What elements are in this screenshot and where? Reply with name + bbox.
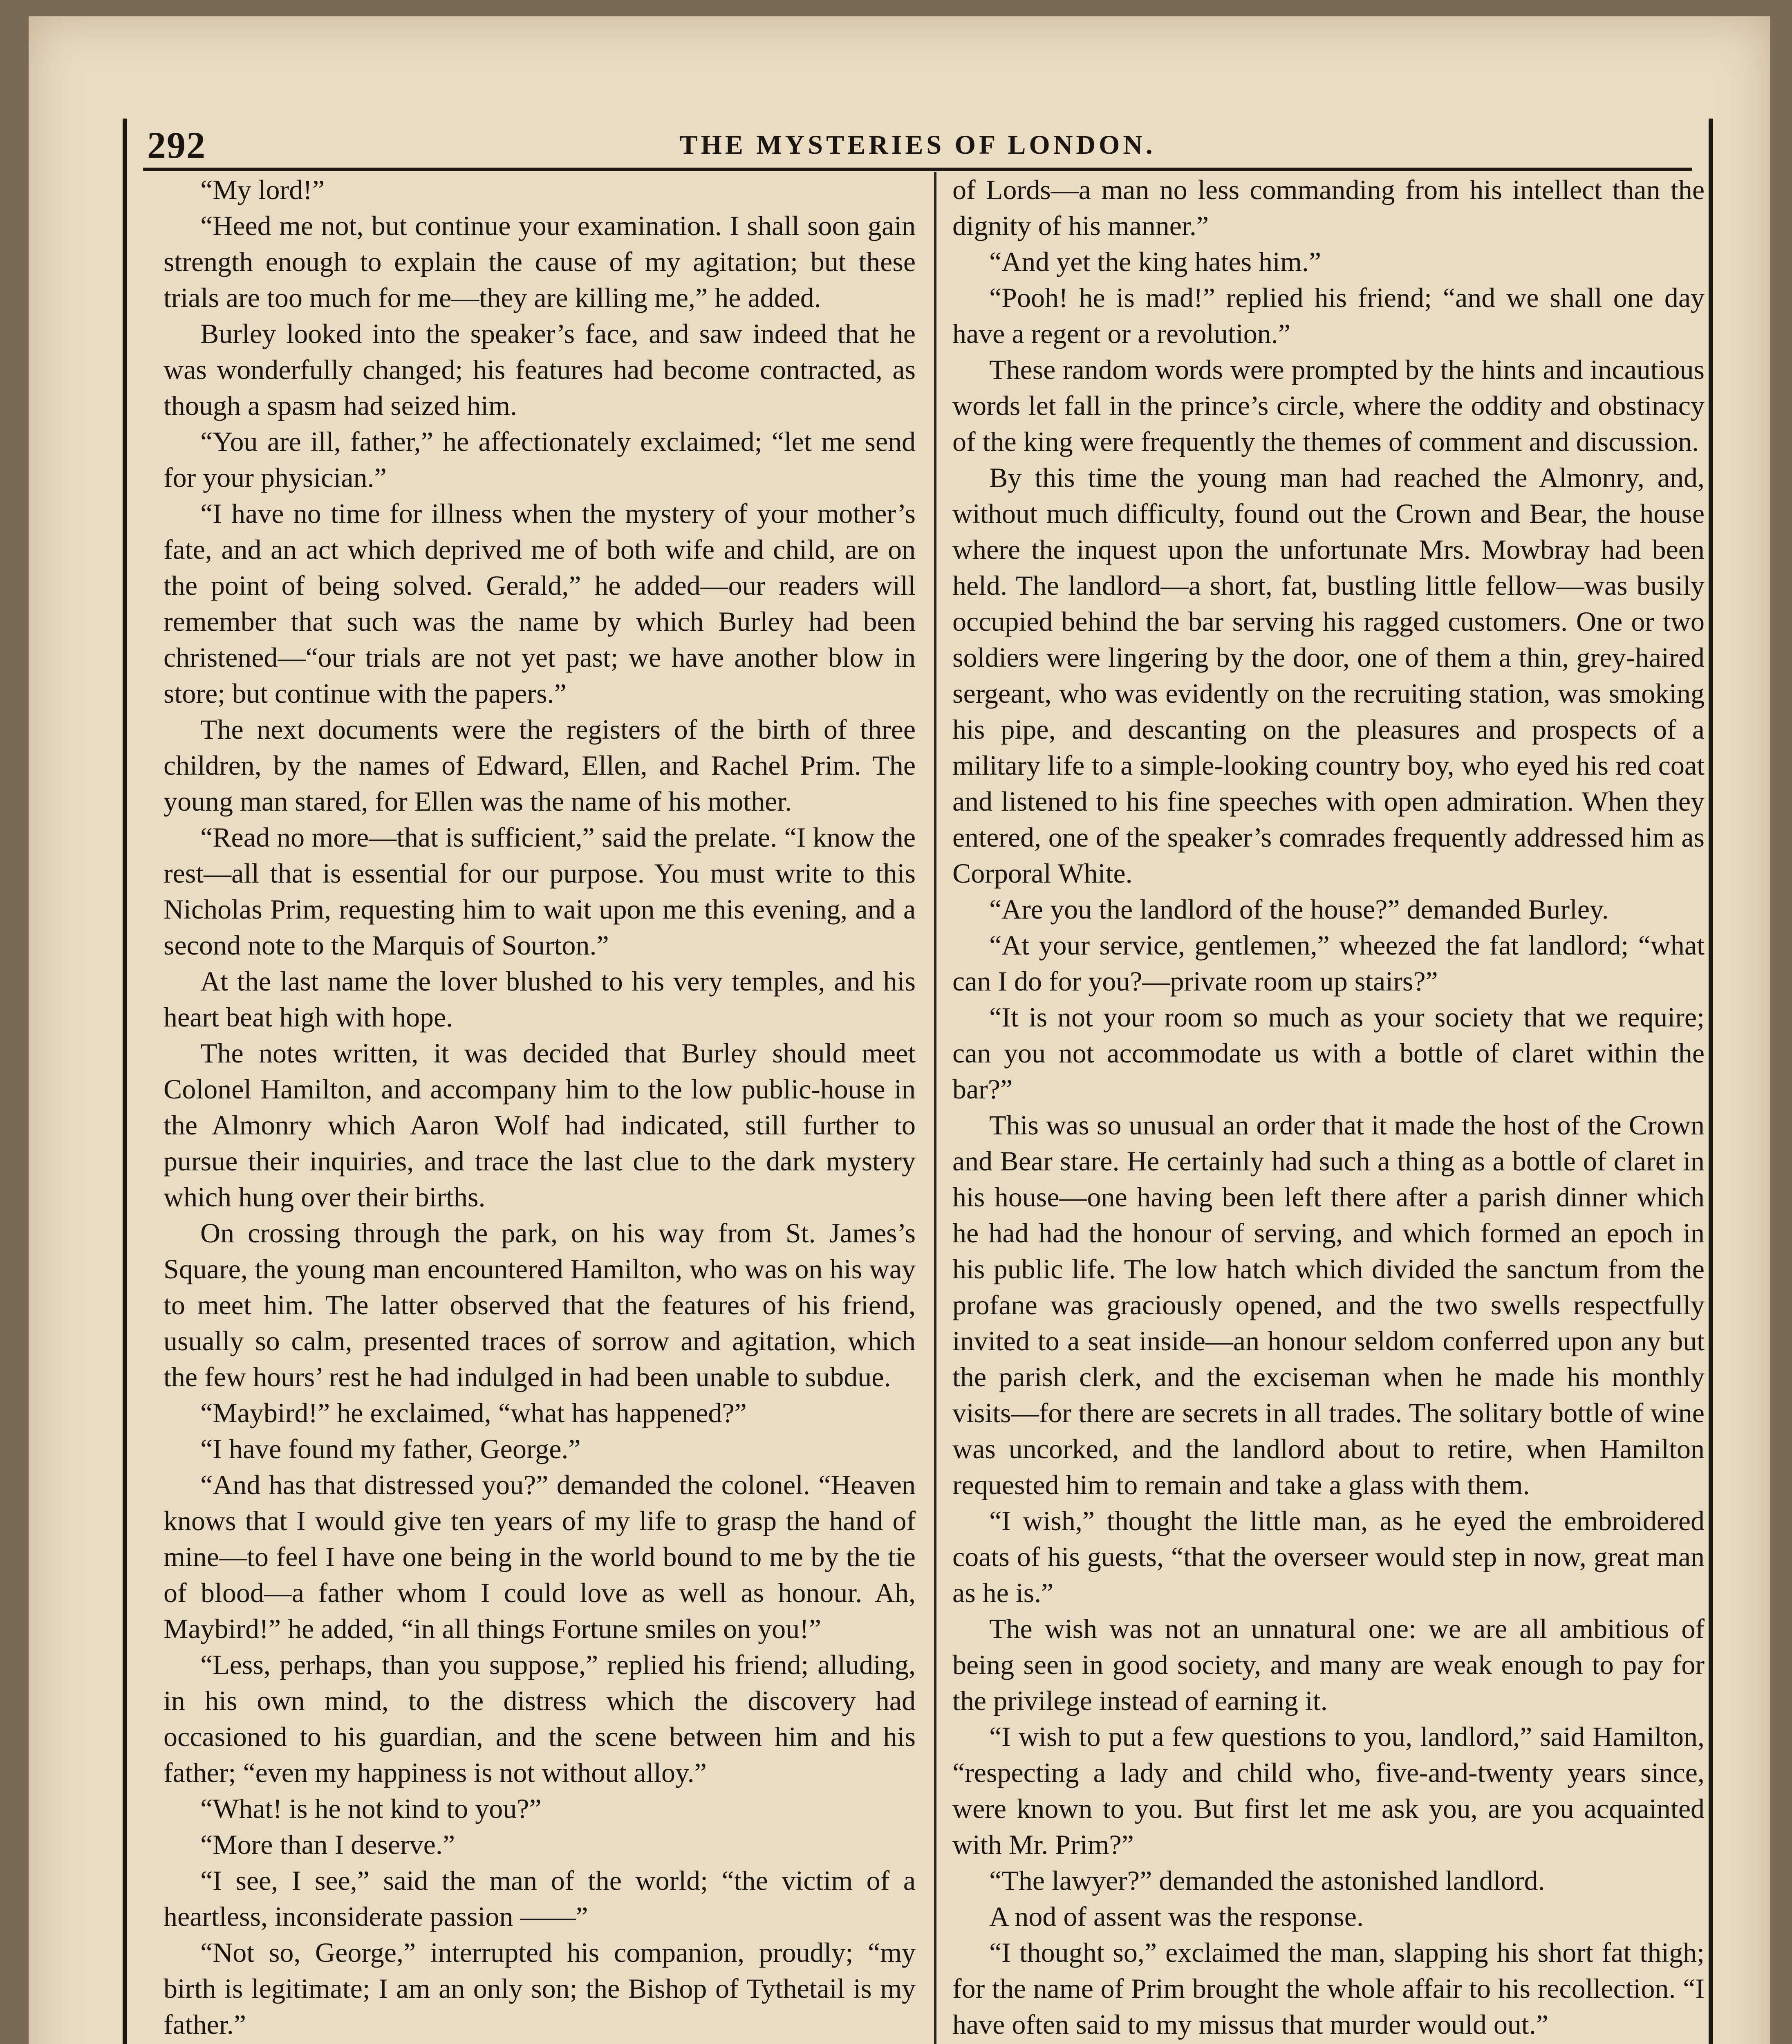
- paragraph: “My lord!”: [200, 174, 325, 205]
- paragraph: “Heed me not, but continue your examination. I shall soon gain strength enough to explain the cause of my agitation; but these trials are too much for me—they are killing me,” he added.: [164, 210, 916, 313]
- paragraph: “More than I deserve.”: [200, 1829, 455, 1860]
- paragraph: “Are you the landlord of the house?” demanded Burley.: [989, 894, 1609, 925]
- paragraph: “And has that distressed you?” demanded the colonel. “Heaven knows that I would give ten years of my life to grasp the hand of mine—to feel I have one being in the world bound to me by the tie of blood—a father whom I could love as well as honour. Ah, Maybird!” he added, “in all things Fortune smiles on you!”: [164, 1469, 916, 1644]
- paragraph: A nod of assent was the response.: [989, 1901, 1364, 1932]
- paragraph: “Less, perhaps, than you suppose,” replied his friend; alluding, in his own mind, to the distress which the discovery had occasioned to his guardian, and the scene between him and his father; “even my happiness is not without alloy.”: [164, 1649, 916, 1788]
- left-text-column: [164, 172, 916, 2044]
- paragraph: “Not so, George,” interrupted his companion, proudly; “my birth is legitimate; I am an only son; the Bishop of Tythetail is my father.”: [164, 1937, 916, 2040]
- paragraph: “Pooh! he is mad!” replied his friend; “and we shall one day have a regent or a revolution.”: [952, 282, 1705, 349]
- paragraph: “Maybird!” he exclaimed, “what has happened?”: [200, 1397, 747, 1428]
- paragraph: “It is not your room so much as your society that we require; can you not accommodate us with a bottle of claret within the bar?”: [952, 1002, 1705, 1105]
- right-text-column: [952, 172, 1705, 2044]
- paragraph: These random words were prompted by the hints and incautious words let fall in the prince’s circle, where the oddity and obstinacy of the king were frequently the themes of comment and discussion.: [952, 354, 1705, 457]
- paragraph: “I see, I see,” said the man of the world; “the victim of a heartless, inconsiderate passion ——”: [164, 1865, 916, 1932]
- paragraph: The wish was not an unnatural one: we are all ambitious of being seen in good society, and many are weak enough to pay for the privilege instead of earning it.: [952, 1613, 1705, 1716]
- paragraph: “I have found my father, George.”: [200, 1433, 581, 1464]
- paragraph: By this time the young man had reached the Almonry, and, without much difficulty, found out the Crown and Bear, the house where the inquest upon the unfortunate Mrs. Mowbray had been held. The landlord—a short, fat, bustling little fellow—was busily occupied behind the bar serving his ragged customers. One or two soldiers were lingering by the door, one of them a thin, grey-haired sergeant, who was evidently on the recruiting station, was smoking his pipe, and descanting on the pleasures and prospects of a military life to a simple-looking country boy, who eyed his red coat and listened to his fine speeches with open admiration. When they entered, one of the speaker’s comrades frequently addressed him as Corporal White.: [952, 462, 1705, 889]
- column-divider: [934, 172, 936, 2044]
- paragraph: On crossing through the park, on his way from St. James’s Square, the young man encountered Hamilton, who was on his way to meet him. The latter observed that the features of his friend, usually so calm, presented traces of sorrow and agitation, which the few hours’ rest he had indulged in had been unable to subdue.: [164, 1217, 916, 1392]
- page-header: [143, 123, 1692, 171]
- paragraph: The next documents were the registers of the birth of three children, by the names of Edward, Ellen, and Rachel Prim. The young man stared, for Ellen was the name of his mother.: [164, 714, 916, 817]
- paragraph: “Read no more—that is sufficient,” said the prelate. “I know the rest—all that is essential for our purpose. You must write to this Nicholas Prim, requesting him to wait upon me this evening, and a second note to the Marquis of Sourton.”: [164, 822, 916, 961]
- paragraph: “I thought so,” exclaimed the man, slapping his short fat thigh; for the name of Prim brought the whole affair to his recollection. “I have often said to my missus that murder would out.”: [952, 1937, 1705, 2040]
- paragraph: “I wish to put a few questions to you, landlord,” said Hamilton, “respecting a lady and child who, five-and-twenty years since, were known to you. But first let me ask you, are you acquainted with Mr. Prim?”: [952, 1721, 1705, 1860]
- paragraph: This was so unusual an order that it made the host of the Crown and Bear stare. He certainly had such a thing as a bottle of claret in his house—one having been left there after a parish dinner which he had had the honour of serving, and which formed an epoch in his public life. The low hatch which divided the sanctum from the profane was graciously opened, and the two swells respectfully invited to a seat inside—an honour seldom conferred upon any but the parish clerk, and the exciseman when he made his monthly visits—for there are secrets in all trades. The solitary bottle of wine was uncorked, and the landlord about to retire, when Hamilton requested him to remain and take a glass with them.: [952, 1109, 1705, 1500]
- page-number: 292: [147, 124, 206, 166]
- paragraph: “I wish,” thought the little man, as he eyed the embroidered coats of his guests, “that the overseer would step in now, great man as he is.”: [952, 1505, 1705, 1608]
- running-title: THE MYSTERIES OF LONDON.: [679, 130, 1156, 160]
- paragraph: of Lords—a man no less commanding from his intellect than the dignity of his manner.”: [952, 174, 1705, 241]
- paragraph: “At your service, gentlemen,” wheezed the fat landlord; “what can I do for you?—private room up stairs?”: [952, 930, 1705, 997]
- paragraph: “You are ill, father,” he affectionately exclaimed; “let me send for your physician.”: [164, 426, 916, 493]
- paragraph: “The lawyer?” demanded the astonished landlord.: [989, 1865, 1545, 1896]
- paragraph: [164, 2042, 916, 2044]
- paragraph: The notes written, it was decided that Burley should meet Colonel Hamilton, and accompany him to the low public-house in the Almonry which Aaron Wolf had indicated, still further to pursue their inquiries, and trace the last clue to the dark mystery which hung over their births.: [164, 1038, 916, 1213]
- paragraph: “I have no time for illness when the mystery of your mother’s fate, and an act which deprived me of both wife and child, are on the point of being solved. Gerald,” he added—our readers will remember that such was the name by which Burley had been christened—“our trials are not yet past; we have another blow in store; but continue with the papers.”: [164, 498, 916, 709]
- paragraph: “And yet the king hates him.”: [989, 246, 1322, 277]
- paragraph: [952, 2042, 1705, 2044]
- paragraph: At the last name the lover blushed to his very temples, and his heart beat high with hope.: [164, 966, 916, 1033]
- paragraph: “What! is he not kind to you?”: [200, 1793, 542, 1824]
- paragraph: Burley looked into the speaker’s face, and saw indeed that he was wonderfully changed; his features had become contracted, as though a spasm had seized him.: [164, 318, 916, 421]
